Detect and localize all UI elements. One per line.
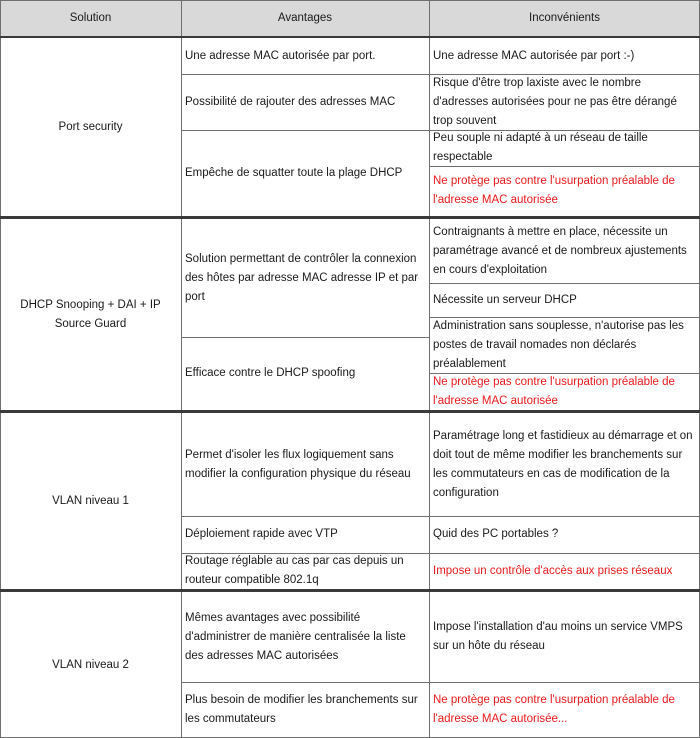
- row-divider: [181, 682, 700, 683]
- solution-port-security: Port security: [58, 120, 123, 133]
- header-solution: Solution: [0, 0, 181, 36]
- row-divider: [181, 74, 700, 75]
- row-divider: [181, 337, 429, 338]
- inconvenient-cell: Risque d'être trop laxiste avec le nombre d'adresses autorisées pour ne pas être dérangé trop souvent: [433, 76, 677, 127]
- row-divider: [429, 283, 700, 284]
- avantage-cell: Mêmes avantages avec possibilité d'administrer de manière centralisée la liste des adresses MAC autorisées: [185, 611, 406, 662]
- column-divider: [429, 0, 430, 738]
- column-divider: [181, 0, 182, 738]
- inconvenient-cell: Contraignants à mettre en place, nécessite un paramétrage avancé et de nombreux ajustements en cours d'exploitation: [433, 225, 687, 276]
- inconvenient-warning: Impose un contrôle d'accès aux prises réseaux: [433, 564, 673, 577]
- avantage-cell: Routage réglable au cas par cas depuis un routeur compatible 802.1q: [185, 555, 404, 586]
- avantage-cell: Possibilité de rajouter des adresses MAC: [185, 95, 396, 108]
- section-divider: [0, 589, 700, 592]
- header-avantages: Avantages: [181, 0, 429, 36]
- table-border: [0, 0, 700, 1]
- inconvenient-warning: Ne protège pas contre l'usurpation préalable de l'adresse MAC autorisée: [433, 175, 675, 206]
- section-divider: [0, 36, 700, 38]
- section-divider: [0, 216, 700, 219]
- avantage-cell: Permet d'isoler les flux logiquement sans modifier la configuration physique du réseau: [185, 448, 411, 480]
- avantage-cell: Déploiement rapide avec VTP: [185, 528, 338, 540]
- row-divider: [181, 130, 700, 131]
- avantage-cell: Empêche de squatter toute la plage DHCP: [185, 166, 403, 179]
- inconvenient-cell: Paramétrage long et fastidieux au démarrage et on doit tout de même modifier les branchements sur les commutateurs en cas de modification de la configuration: [433, 429, 693, 499]
- inconvenient-warning: Ne protège pas contre l'usurpation préalable de l'adresse MAC autorisée...: [433, 694, 675, 725]
- solution-dhcp-snooping: DHCP Snooping + DAI + IP Source Guard: [20, 298, 161, 330]
- row-divider: [429, 317, 700, 318]
- row-divider: [429, 166, 700, 167]
- inconvenient-cell: Impose l'installation d'au moins un service VMPS sur un hôte du réseau: [433, 621, 683, 652]
- inconvenient-cell: Quid des PC portables ?: [433, 528, 559, 540]
- section-divider: [0, 410, 700, 413]
- avantage-cell: Plus besoin de modifier les branchements sur les commutateurs: [185, 694, 418, 725]
- avantage-cell: Efficace contre le DHCP spoofing: [185, 367, 356, 379]
- inconvenient-cell: Une adresse MAC autorisée par port :-): [433, 49, 635, 62]
- inconvenient-cell: Nécessite un serveur DHCP: [433, 293, 577, 306]
- avantage-cell: Une adresse MAC autorisée par port.: [185, 49, 376, 62]
- row-divider: [429, 373, 700, 374]
- inconvenient-cell: Peu souple ni adapté à un réseau de taille respectable: [433, 132, 648, 163]
- header-inconvenients: Inconvénients: [429, 0, 700, 36]
- inconvenient-cell: Administration sans souplesse, n'autorise pas les postes de travail nomades non déclarés préalablement: [433, 319, 684, 370]
- avantage-cell: Solution permettant de contrôler la connexion des hôtes par adresse MAC adresse IP et par port: [185, 252, 419, 303]
- row-divider: [181, 553, 700, 554]
- row-divider: [181, 516, 700, 517]
- table-border: [0, 0, 1, 738]
- inconvenient-warning: Ne protège pas contre l'usurpation préalable de l'adresse MAC autorisée: [433, 375, 675, 407]
- solution-vlan-niveau-1: VLAN niveau 1: [52, 494, 129, 507]
- solution-vlan-niveau-2: VLAN niveau 2: [52, 658, 129, 671]
